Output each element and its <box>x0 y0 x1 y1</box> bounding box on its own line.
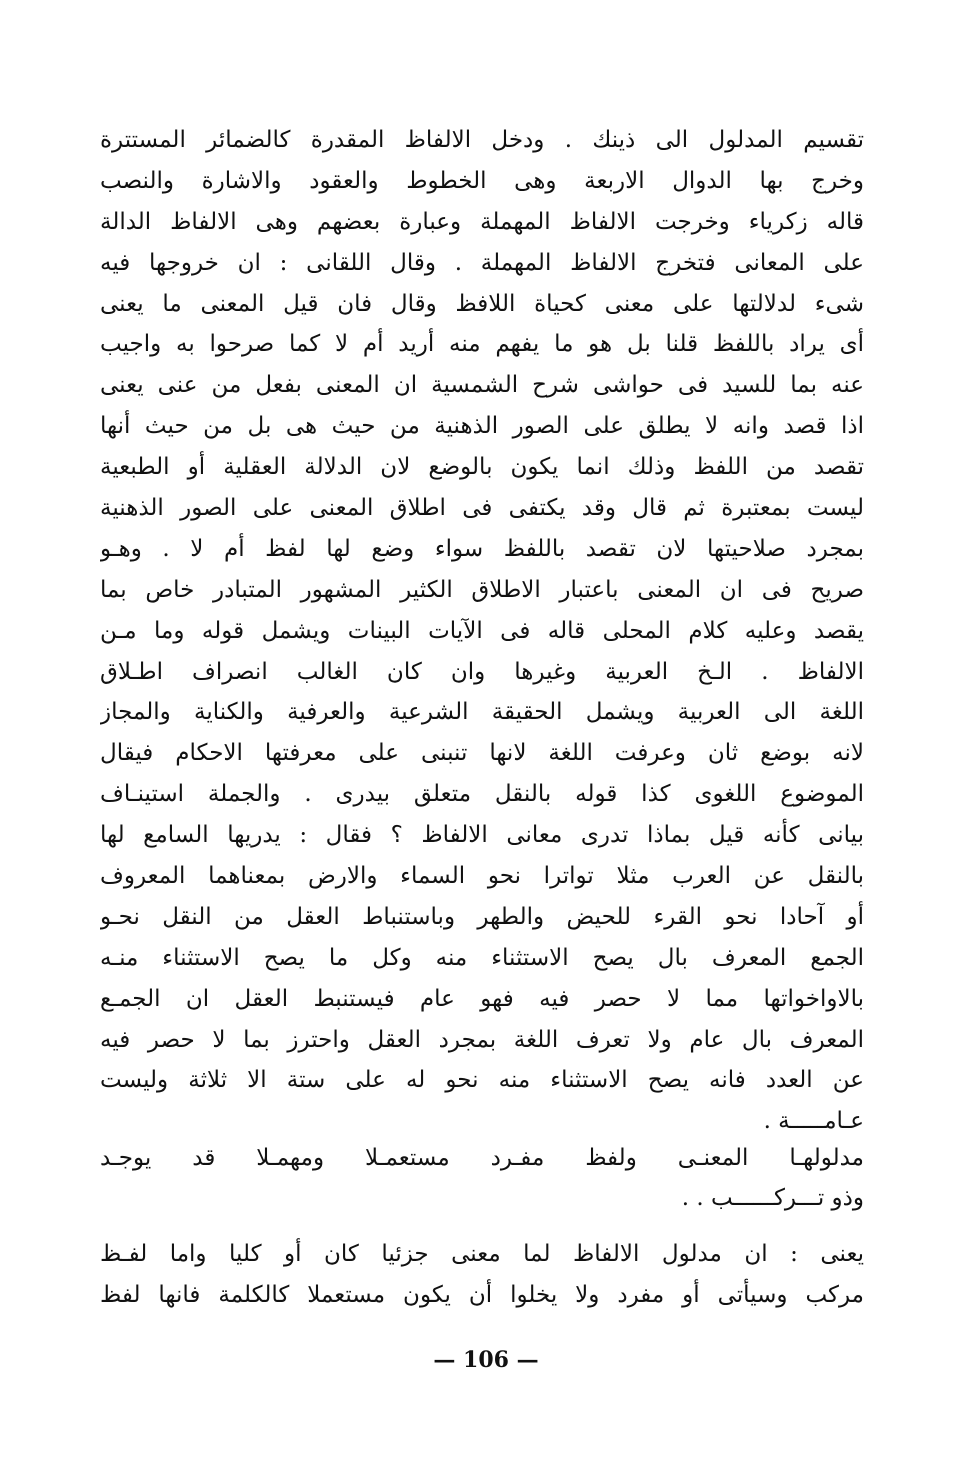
text-line: بالنقل عن العرب مثلا تواترا نحو السماء والارض بمعناهما المعروف <box>100 863 864 890</box>
text-line: وخرج بها الدوال الاربعة وهى الخطوط والعقود والاشارة والنصب <box>100 167 864 194</box>
text-line: يقصد وعليه كلام المحلى قاله فى الآيات البينات ويشمل قوله وما مـن <box>100 617 864 644</box>
text-line: اذا قصد وانه لا يطلق على الصور الذهنية من حيث هى بل من حيث أنها <box>100 413 864 440</box>
paragraph-commentary <box>100 1234 864 1316</box>
text-line: أو آحادا نحو القرء للحيض والطهر وباستنباط العقل من النقل نحـو <box>100 903 864 930</box>
page-number: — 106 — <box>433 1347 539 1373</box>
text-line: أى يراد باللفظ قلنا بل هو ما يفهم منه أريد أم لا كما صرحوا به واجيب <box>100 331 864 358</box>
text-line: الالفاظ . الـخ العربية وغيرها وان كان الغالب انصراف اطـلاق <box>100 658 864 685</box>
text-line: على المعانى فتخرج الالفاظ المهملة . وقال اللقانى : ان خروجها فيه <box>100 249 864 276</box>
verse-line: وذو تـــركــــــب . . <box>681 1185 864 1211</box>
text-line: قاله زكرياء وخرجت الالفاظ المهملة وعبارة بعضهم وهى الالفاظ الدالة <box>100 208 864 235</box>
text-line: صريح فى ان المعنى باعتبار الاطلاق الكثير المشهور المتبادر خاص بما <box>100 576 864 603</box>
text-line: بمجرد صلاحيتها لان تقصد باللفظ سواء وضع لها لفظ أم لا . وهـو <box>100 535 864 562</box>
text-line: بيانى كأنه قيل بماذا تدرى معانى الالفاظ ؟ فقال : يدريها السامع لها <box>100 822 864 849</box>
verse-block <box>100 1138 864 1218</box>
text-line: لانه بوضع ثان وعرفت اللغة لانها تنبنى على معرفتها الاحكام فيقال <box>100 740 864 767</box>
text-line: شىء لدلالتها على معنى كحياة اللافظ وقال فان قيل المعنى ما يعنى <box>100 290 864 317</box>
text-line: اللغة الى العربية ويشمل الحقيقة الشرعية والعرفية والكناية والمجاز <box>100 699 864 726</box>
text-line: تقصد من اللفظ وذلك انما يكون بالوضع لان الدلالة العقلية أو الطبعية <box>100 454 864 481</box>
text-line: الموضوع اللغوى كذا قوله بالنقل متعلق بيدرى . والجملة استينـاف <box>100 781 864 808</box>
text-line: ليست بمعتبرة ثم قال وقد يكتفى فى اطلاق المعنى على الصور الذهنية <box>100 495 864 522</box>
text-line: يعنى : ان مدلول الالفاظ لما معنى جزئيا كان أو كليا واما لفـظ <box>100 1241 864 1267</box>
paragraph-main <box>100 120 864 1142</box>
text-line: بالاواخواتها مما لا حصر فيه فهو عام فيستنبط العقل ان الجمـع <box>100 985 864 1012</box>
text-line: عن العدد فانه يصح الاستثناء منه نحو له على ستة الا ثلاثة وليست <box>100 1067 864 1094</box>
text-line: المعرف بال عام ولا تعرف اللغة بمجرد العقل واحترز بما لا حصر فيه <box>100 1026 864 1053</box>
verse-line: مدلولهـا المعنـى ولفظ مفـرد مستعمـلا ومهمـلا قد يوجـد <box>100 1145 864 1171</box>
text-line: عـامـــــة . <box>763 1108 864 1135</box>
text-line: مركب وسيأتى أو مفرد ولا يخلوا أن يكون مستعملا كالكلمة فانها لفظ <box>100 1281 864 1308</box>
text-line: الجمع المعرف بال يصح الاستثناء منه وكل ما يصح الاستثناء منـه <box>100 944 864 971</box>
text-line: عنه بما للسيد فى حواشى شرح الشمسية ان المعنى بفعل من عنى يعنى <box>100 372 864 399</box>
text-line: تقسيم المدلول الى ذينك . ودخل الالفاظ المقدرة كالضمائر المستترة <box>100 127 864 153</box>
